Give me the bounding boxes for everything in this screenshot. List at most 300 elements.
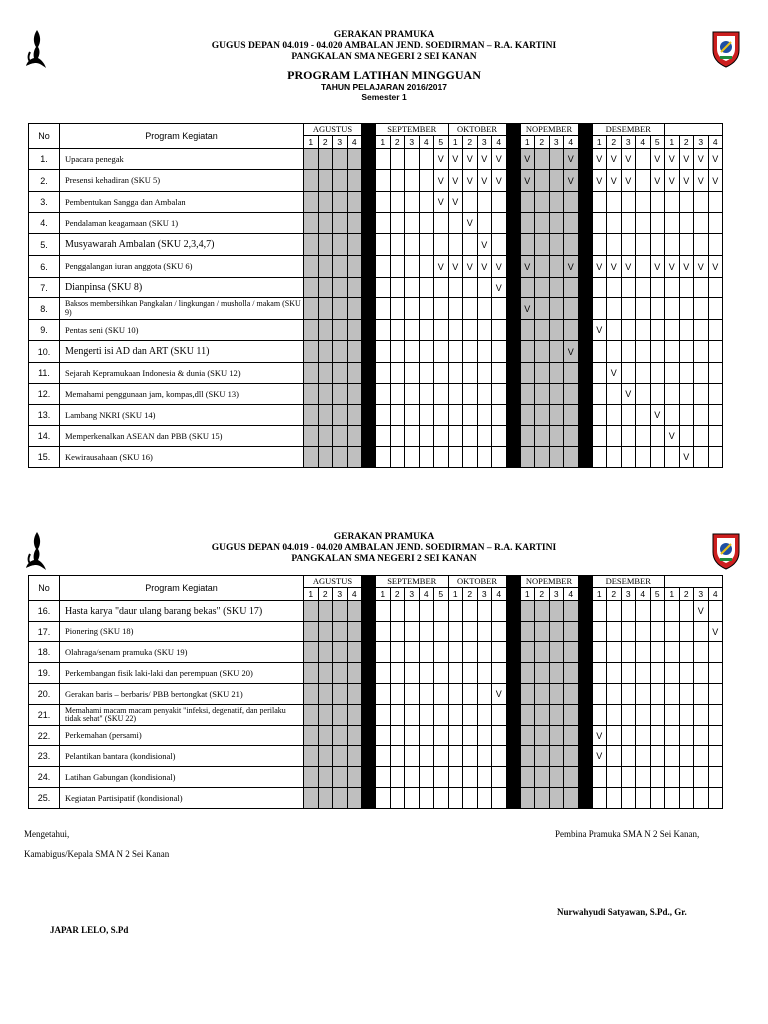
week-number: 1 (520, 588, 535, 601)
table-row (29, 192, 723, 213)
month-header: OKTOBER (448, 124, 506, 136)
week-mark: V (492, 256, 507, 278)
week-cell (318, 192, 333, 213)
week-mark: V (477, 256, 492, 278)
week-cell (390, 642, 405, 663)
week-cell (477, 320, 492, 341)
row-number: 11. (29, 363, 60, 384)
week-cell (650, 622, 665, 642)
week-cell (434, 278, 449, 298)
week-cell (390, 213, 405, 234)
week-cell (708, 788, 723, 809)
separator-column (506, 746, 520, 767)
separator-column (506, 622, 520, 642)
week-cell (376, 384, 391, 405)
week-cell (708, 405, 723, 426)
week-cell (621, 426, 636, 447)
week-cell (607, 705, 622, 726)
week-cell (318, 726, 333, 746)
week-cell (621, 298, 636, 320)
week-cell (347, 234, 362, 256)
week-cell (520, 278, 535, 298)
activity-label: Lambang NKRI (SKU 14) (60, 405, 304, 426)
week-cell (636, 341, 651, 363)
week-cell (549, 298, 564, 320)
week-cell (463, 663, 478, 684)
week-cell (650, 426, 665, 447)
week-cell (535, 405, 550, 426)
week-number: 1 (592, 588, 607, 601)
week-cell (636, 363, 651, 384)
week-cell (679, 426, 694, 447)
separator-column (362, 576, 376, 601)
row-number: 2. (29, 170, 60, 192)
week-cell (347, 447, 362, 468)
month-header (665, 576, 723, 588)
week-cell (607, 298, 622, 320)
activity-label: Kegiatan Partisipatif (kondisional) (60, 788, 304, 809)
activity-label: Baksos membersihkan Pangkalan / lingkungan / musholla / makam (SKU 9) (60, 298, 304, 320)
week-cell (477, 341, 492, 363)
week-cell (390, 320, 405, 341)
week-cell (535, 149, 550, 170)
week-cell (564, 234, 579, 256)
separator-column (362, 642, 376, 663)
separator-column (578, 447, 592, 468)
week-cell (564, 622, 579, 642)
week-cell (636, 256, 651, 278)
table-row (29, 447, 723, 468)
week-cell (621, 234, 636, 256)
week-cell (549, 705, 564, 726)
week-mark: V (477, 149, 492, 170)
week-mark: V (463, 213, 478, 234)
separator-column (506, 447, 520, 468)
week-cell (376, 278, 391, 298)
week-cell (650, 684, 665, 705)
week-cell (549, 256, 564, 278)
separator-column (362, 622, 376, 642)
table-row (29, 426, 723, 447)
week-cell (564, 726, 579, 746)
week-cell (621, 405, 636, 426)
separator-column (506, 576, 520, 601)
separator-column (578, 384, 592, 405)
week-cell (549, 663, 564, 684)
week-cell (679, 213, 694, 234)
week-cell (708, 705, 723, 726)
week-cell (463, 622, 478, 642)
separator-column (506, 256, 520, 278)
week-mark: V (607, 363, 622, 384)
week-mark: V (448, 170, 463, 192)
week-cell (621, 746, 636, 767)
week-cell (679, 320, 694, 341)
week-number: 2 (607, 136, 622, 149)
week-mark: V (650, 149, 665, 170)
separator-column (506, 663, 520, 684)
week-cell (708, 298, 723, 320)
week-cell (694, 298, 709, 320)
separator-column (506, 149, 520, 170)
separator-column (362, 278, 376, 298)
week-cell (535, 622, 550, 642)
week-cell (564, 601, 579, 622)
week-cell (679, 622, 694, 642)
month-header: OKTOBER (448, 576, 506, 588)
week-cell (520, 601, 535, 622)
week-cell (477, 601, 492, 622)
week-cell (419, 170, 434, 192)
week-cell (679, 684, 694, 705)
week-cell (347, 149, 362, 170)
separator-column (578, 767, 592, 788)
week-mark: V (694, 601, 709, 622)
week-cell (679, 298, 694, 320)
week-cell (592, 384, 607, 405)
week-mark: V (607, 170, 622, 192)
week-cell (636, 213, 651, 234)
table-row (29, 341, 723, 363)
week-cell (636, 622, 651, 642)
week-cell (304, 426, 319, 447)
week-cell (592, 192, 607, 213)
week-cell (448, 298, 463, 320)
week-mark: V (564, 256, 579, 278)
week-cell (492, 788, 507, 809)
week-cell (419, 426, 434, 447)
week-cell (535, 320, 550, 341)
week-cell (448, 767, 463, 788)
week-cell (650, 642, 665, 663)
week-cell (694, 192, 709, 213)
table-row (29, 363, 723, 384)
separator-column (578, 601, 592, 622)
week-cell (650, 384, 665, 405)
week-cell (535, 642, 550, 663)
footer-coach-title: Pembina Pramuka SMA N 2 Sei Kanan, (555, 829, 700, 839)
week-cell (376, 298, 391, 320)
week-cell (318, 426, 333, 447)
week-cell (679, 746, 694, 767)
week-cell (405, 788, 420, 809)
week-cell (448, 663, 463, 684)
week-cell (535, 705, 550, 726)
week-mark: V (592, 170, 607, 192)
week-cell (549, 788, 564, 809)
week-number: 3 (621, 136, 636, 149)
week-cell (549, 320, 564, 341)
week-cell (665, 192, 680, 213)
week-cell (376, 405, 391, 426)
week-cell (636, 601, 651, 622)
week-cell (376, 256, 391, 278)
week-cell (333, 384, 348, 405)
week-cell (492, 622, 507, 642)
week-cell (650, 192, 665, 213)
week-cell (304, 341, 319, 363)
week-cell (463, 705, 478, 726)
week-cell (665, 298, 680, 320)
row-number: 18. (29, 642, 60, 663)
row-number: 22. (29, 726, 60, 746)
week-cell (607, 234, 622, 256)
week-cell (304, 726, 319, 746)
week-cell (463, 278, 478, 298)
week-cell (694, 705, 709, 726)
week-cell (520, 622, 535, 642)
month-header: NOPEMBER (520, 576, 578, 588)
week-cell (621, 684, 636, 705)
week-cell (477, 767, 492, 788)
week-cell (592, 341, 607, 363)
week-cell (592, 426, 607, 447)
week-cell (549, 341, 564, 363)
week-cell (607, 642, 622, 663)
week-cell (419, 363, 434, 384)
week-number: 5 (650, 588, 665, 601)
week-cell (477, 298, 492, 320)
week-mark: V (650, 170, 665, 192)
week-cell (419, 234, 434, 256)
week-number: 3 (477, 136, 492, 149)
week-cell (463, 642, 478, 663)
week-number: 3 (333, 588, 348, 601)
week-cell (679, 405, 694, 426)
week-cell (419, 726, 434, 746)
week-cell (694, 363, 709, 384)
page1-header (0, 30, 768, 102)
week-cell (708, 767, 723, 788)
week-cell (448, 447, 463, 468)
row-number: 3. (29, 192, 60, 213)
week-cell (333, 363, 348, 384)
week-cell (621, 320, 636, 341)
week-cell (333, 622, 348, 642)
week-cell (333, 234, 348, 256)
week-cell (463, 384, 478, 405)
week-cell (390, 192, 405, 213)
week-mark: V (520, 170, 535, 192)
week-cell (477, 447, 492, 468)
week-cell (347, 278, 362, 298)
week-cell (434, 663, 449, 684)
table-row (29, 788, 723, 809)
week-cell (592, 363, 607, 384)
separator-column (578, 684, 592, 705)
week-cell (650, 298, 665, 320)
week-mark: V (592, 746, 607, 767)
separator-column (578, 642, 592, 663)
week-cell (347, 705, 362, 726)
week-cell (347, 192, 362, 213)
row-number: 6. (29, 256, 60, 278)
week-mark: V (448, 192, 463, 213)
week-cell (679, 384, 694, 405)
week-cell (492, 426, 507, 447)
separator-column (578, 298, 592, 320)
page2-header (0, 532, 768, 565)
activity-label: Penggalangan iuran anggota (SKU 6) (60, 256, 304, 278)
week-cell (564, 192, 579, 213)
week-cell (520, 684, 535, 705)
week-cell (607, 213, 622, 234)
week-cell (665, 405, 680, 426)
week-cell (463, 341, 478, 363)
week-cell (376, 213, 391, 234)
week-cell (621, 788, 636, 809)
week-cell (333, 601, 348, 622)
activity-label: Perkembangan fisik laki-laki dan perempuan (SKU 20) (60, 663, 304, 684)
week-cell (376, 622, 391, 642)
week-cell (405, 746, 420, 767)
separator-column (362, 234, 376, 256)
week-number: 1 (304, 588, 319, 601)
row-number: 14. (29, 426, 60, 447)
week-mark: V (665, 149, 680, 170)
week-number: 1 (520, 136, 535, 149)
activity-label: Musyawarah Ambalan (SKU 2,3,4,7) (60, 234, 304, 256)
row-number: 7. (29, 278, 60, 298)
separator-column (506, 426, 520, 447)
week-cell (304, 384, 319, 405)
week-cell (679, 363, 694, 384)
activity-label: Pentas seni (SKU 10) (60, 320, 304, 341)
week-mark: V (621, 149, 636, 170)
separator-column (506, 124, 520, 149)
separator-column (506, 705, 520, 726)
week-cell (419, 405, 434, 426)
week-cell (390, 705, 405, 726)
week-cell (347, 426, 362, 447)
week-cell (419, 278, 434, 298)
week-cell (621, 601, 636, 622)
activity-label: Pendalaman keagamaan (SKU 1) (60, 213, 304, 234)
week-cell (621, 726, 636, 746)
week-mark: V (520, 298, 535, 320)
week-cell (679, 788, 694, 809)
week-cell (390, 601, 405, 622)
week-mark: V (679, 447, 694, 468)
week-cell (694, 234, 709, 256)
week-cell (564, 447, 579, 468)
week-cell (390, 726, 405, 746)
week-cell (535, 213, 550, 234)
week-number: 2 (607, 588, 622, 601)
week-cell (694, 278, 709, 298)
week-cell (448, 234, 463, 256)
week-cell (535, 170, 550, 192)
week-cell (434, 213, 449, 234)
week-cell (549, 149, 564, 170)
week-mark: V (592, 320, 607, 341)
week-cell (434, 746, 449, 767)
week-cell (650, 726, 665, 746)
week-cell (434, 726, 449, 746)
week-number: 4 (708, 136, 723, 149)
week-cell (477, 705, 492, 726)
pangkalan-line: PANGKALAN SMA NEGERI 2 SEI KANAN (291, 52, 477, 62)
week-cell (492, 320, 507, 341)
week-cell (694, 788, 709, 809)
separator-column (578, 320, 592, 341)
week-cell (463, 447, 478, 468)
table-row (29, 705, 723, 726)
week-cell (405, 642, 420, 663)
week-cell (347, 601, 362, 622)
separator-column (362, 426, 376, 447)
week-cell (434, 320, 449, 341)
week-mark: V (564, 170, 579, 192)
week-cell (679, 642, 694, 663)
week-cell (333, 405, 348, 426)
week-cell (592, 234, 607, 256)
week-cell (434, 601, 449, 622)
week-cell (347, 405, 362, 426)
week-cell (665, 726, 680, 746)
week-cell (463, 767, 478, 788)
week-cell (708, 192, 723, 213)
week-cell (564, 405, 579, 426)
week-cell (520, 746, 535, 767)
week-cell (694, 405, 709, 426)
week-cell (333, 149, 348, 170)
week-cell (636, 788, 651, 809)
week-cell (347, 684, 362, 705)
week-cell (621, 363, 636, 384)
week-cell (492, 341, 507, 363)
week-cell (708, 601, 723, 622)
week-cell (607, 405, 622, 426)
table-row (29, 256, 723, 278)
week-cell (564, 705, 579, 726)
activity-label: Dianpinsa (SKU 8) (60, 278, 304, 298)
week-cell (419, 256, 434, 278)
week-cell (390, 234, 405, 256)
week-cell (549, 234, 564, 256)
week-cell (347, 746, 362, 767)
week-cell (419, 149, 434, 170)
week-mark: V (477, 170, 492, 192)
week-cell (390, 341, 405, 363)
week-cell (477, 746, 492, 767)
week-cell (347, 363, 362, 384)
week-cell (492, 767, 507, 788)
week-cell (636, 642, 651, 663)
week-cell (419, 601, 434, 622)
week-cell (448, 405, 463, 426)
week-cell (304, 788, 319, 809)
week-cell (665, 642, 680, 663)
activity-label: Pionering (SKU 18) (60, 622, 304, 642)
activity-label: Hasta karya "daur ulang barang bekas" (SKU 17) (60, 601, 304, 622)
week-cell (333, 684, 348, 705)
week-mark: V (520, 256, 535, 278)
week-cell (419, 320, 434, 341)
week-cell (520, 726, 535, 746)
week-cell (304, 363, 319, 384)
week-cell (520, 705, 535, 726)
week-mark: V (665, 426, 680, 447)
week-cell (520, 320, 535, 341)
week-cell (535, 788, 550, 809)
week-cell (679, 705, 694, 726)
week-cell (477, 684, 492, 705)
week-number: 2 (318, 136, 333, 149)
week-cell (318, 256, 333, 278)
semester: Semester 1 (361, 92, 407, 102)
week-number: 4 (636, 588, 651, 601)
